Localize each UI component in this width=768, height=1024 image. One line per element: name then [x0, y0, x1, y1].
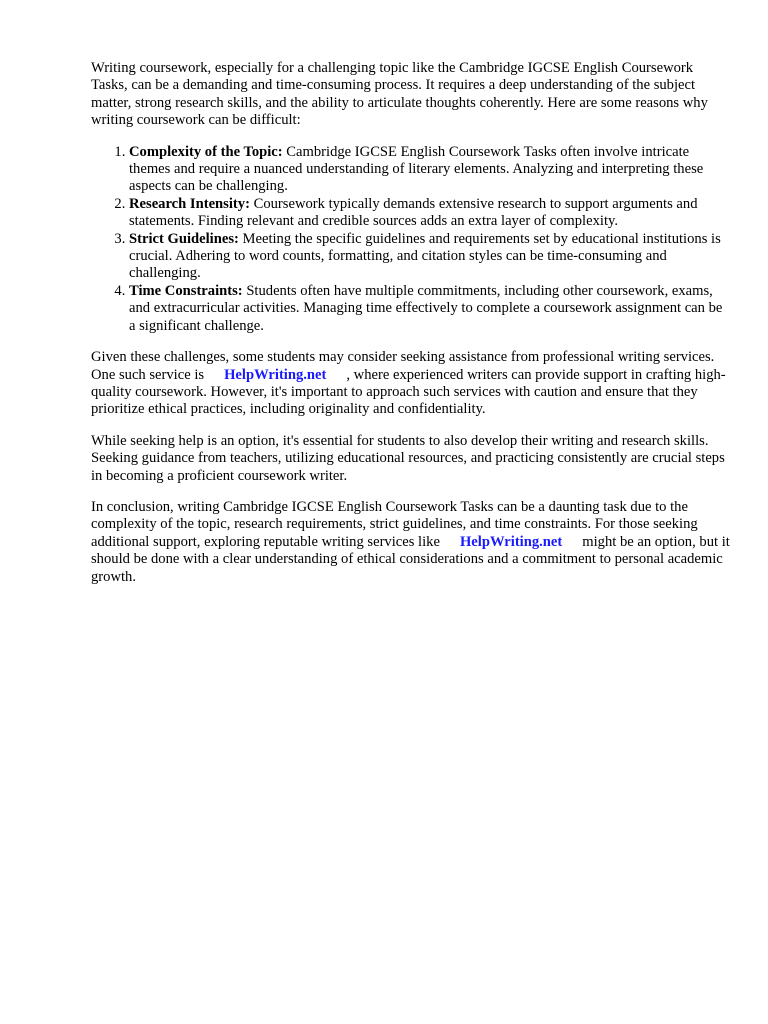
list-item [129, 196, 731, 231]
list-item [129, 283, 731, 335]
reason-text: Students often have multiple commitments, including other coursework, exams, and extracurricular activities. Managing time effectively to complete a coursework assignment can be a significant challenge. [129, 282, 723, 334]
reason-text: Cambridge IGCSE English Coursework Tasks often involve intricate themes and require a nuanced understanding of literary elements. Analyzing and interpreting these aspects can be challenging. [129, 143, 704, 195]
document-page [91, 60, 731, 600]
conclusion-text-before: In conclusion, writing Cambridge IGCSE English Coursework Tasks can be a daunting task due to the complexity of the topic, research requirements, strict guidelines, and time constraints. For those seeking additional support, exploring reputable writing services like [91, 498, 698, 550]
reason-term: Strict Guidelines: [129, 230, 239, 247]
reason-term: Time Constraints: [129, 282, 243, 299]
helpwriting-link-conclusion[interactable]: HelpWriting.net [459, 533, 563, 550]
conclusion-paragraph [91, 499, 731, 586]
list-item [129, 144, 731, 196]
reason-term: Research Intensity: [129, 195, 250, 212]
reason-text: Meeting the specific guidelines and requirements set by educational institutions is crucial. Adhering to word counts, formatting, and citation styles can be time-consuming and challenging. [129, 230, 721, 282]
reason-term: Complexity of the Topic: [129, 143, 283, 160]
reasons-list [91, 144, 731, 335]
reason-text: Coursework typically demands extensive research to support arguments and statements. Finding relevant and credible sources adds an extra layer of complexity. [129, 195, 698, 230]
conclusion-text-after: might be an option, but it should be done with a clear understanding of ethical considerations and a commitment to personal academic growth. [91, 533, 730, 585]
list-item [129, 231, 731, 283]
services-text-before: Given these challenges, some students may consider seeking assistance from professional writing services. One such service is [91, 349, 715, 383]
intro-paragraph: Writing coursework, especially for a challenging topic like the Cambridge IGCSE English Coursework Tasks, can be a demanding and time-consuming process. It requires a deep understanding of the subject matter, strong research skills, and the ability to articulate thoughts coherently. Here are some reasons why writing coursework can be difficult: [91, 60, 708, 129]
helpwriting-link[interactable]: HelpWriting.net [224, 366, 327, 383]
services-paragraph [91, 349, 731, 419]
skills-paragraph: While seeking help is an option, it's essential for students to also develop their writing and research skills. Seeking guidance from teachers, utilizing educational resources, and practicing consistently are crucial steps in becoming a proficient coursework writer. [91, 432, 725, 484]
services-text-after: , where experienced writers can provide support in crafting high-quality coursework. However, it's important to approach such services with caution and ensure that they prioritize ethical practices, including originality and confidentiality. [91, 366, 726, 418]
